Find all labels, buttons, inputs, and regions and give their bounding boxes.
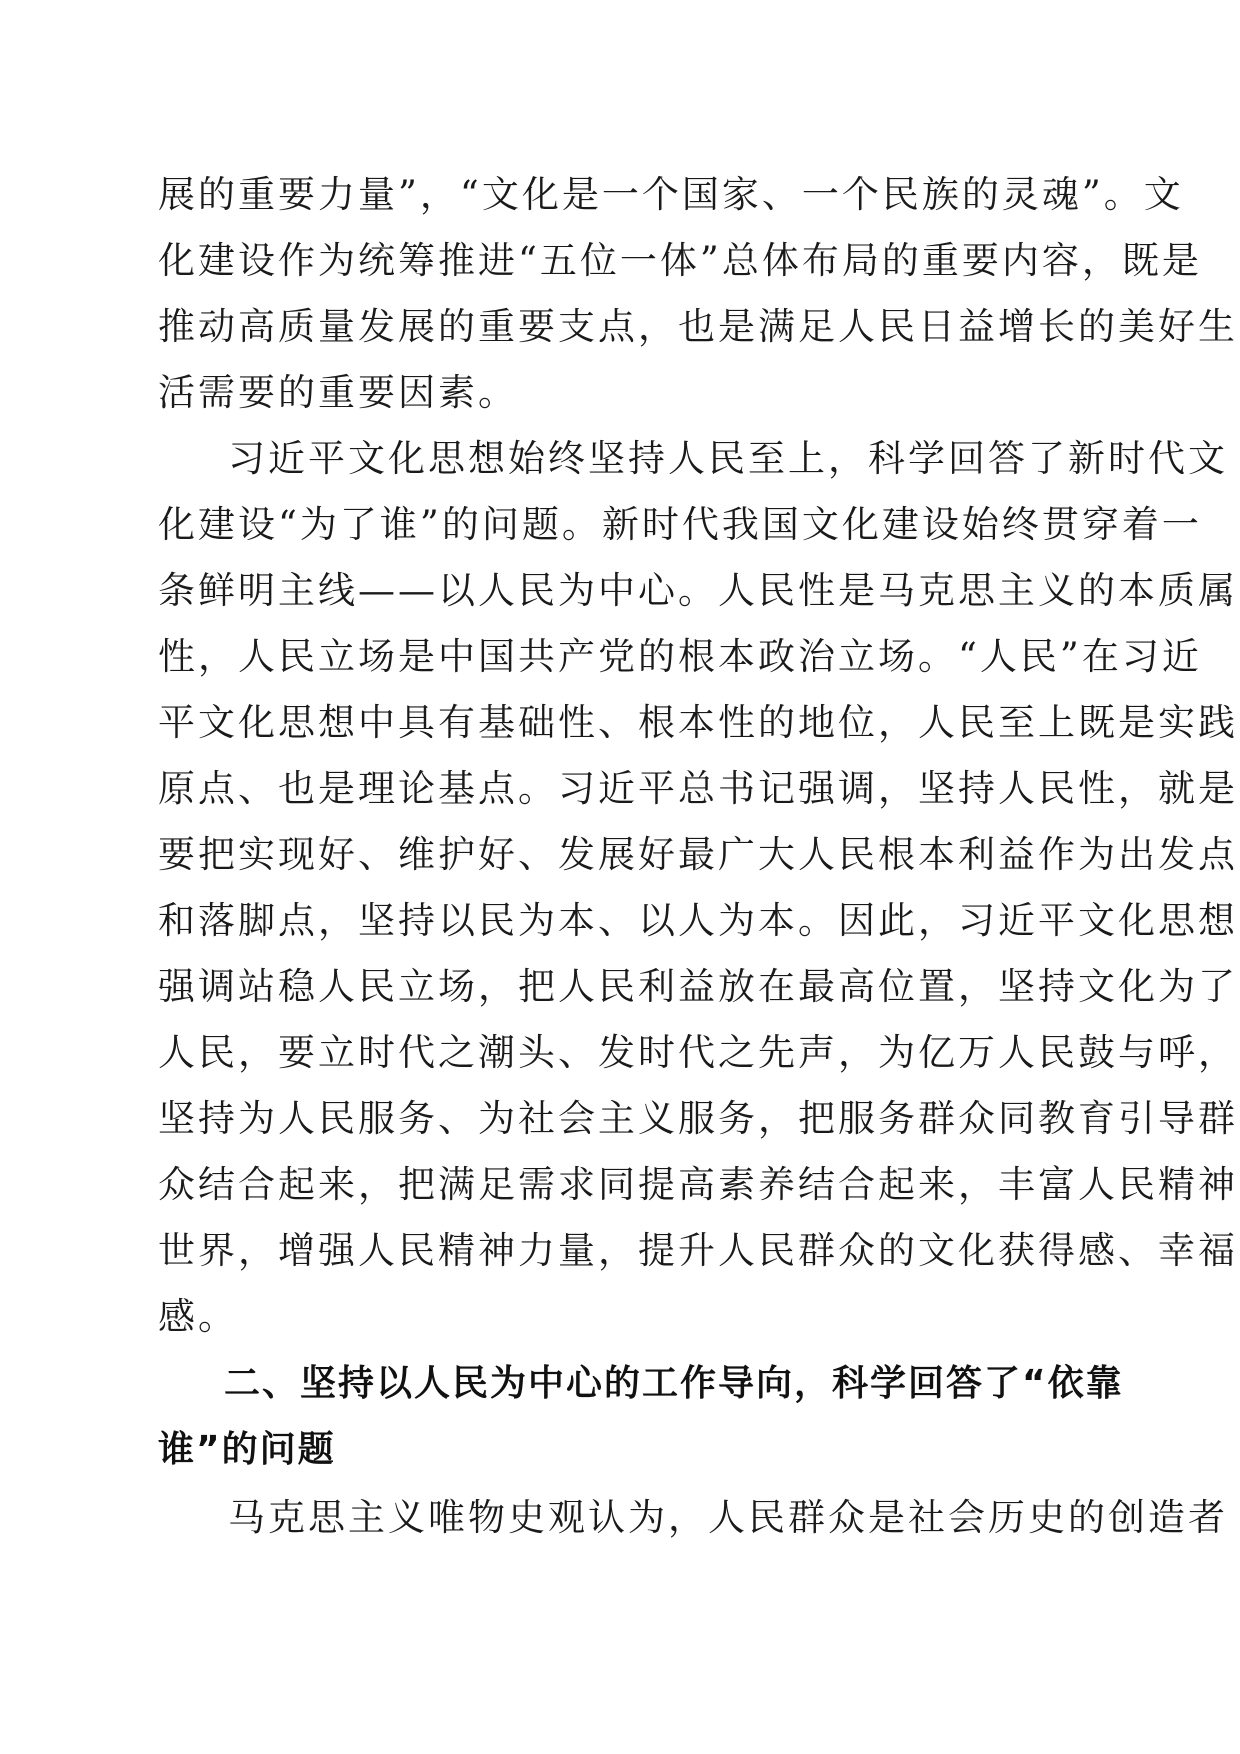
body-text-line: 众结合起来，把满足需求同提高素养结合起来，丰富人民精神 — [158, 1163, 1238, 1206]
body-text-line: 活需要的重要因素。 — [158, 371, 518, 414]
body-text-line: 条鲜明主线——以人民为中心。人民性是马克思主义的本质属 — [158, 569, 1238, 612]
body-text-line: 展的重要力量”，“文化是一个国家、一个民族的灵魂”。文 — [158, 173, 1184, 216]
body-text-line: 人民，要立时代之潮头、发时代之先声，为亿万人民鼓与呼， — [158, 1031, 1238, 1074]
body-text-line: 化建设“为了谁”的问题。新时代我国文化建设始终贯穿着一 — [158, 503, 1202, 546]
body-text-line: 原点、也是理论基点。习近平总书记强调，坚持人民性，就是 — [158, 767, 1238, 810]
body-text-line: 推动高质量发展的重要支点，也是满足人民日益增长的美好生 — [158, 305, 1238, 348]
body-text-line: 性，人民立场是中国共产党的根本政治立场。“人民”在习近 — [158, 635, 1202, 678]
body-text-line: 要把实现好、维护好、发展好最广大人民根本利益作为出发点 — [158, 833, 1238, 876]
paragraph-first-line: 习近平文化思想始终坚持人民至上，科学回答了新时代文 — [228, 437, 1228, 480]
section-heading: 二、坚持以人民为中心的工作导向，科学回答了“依靠 — [224, 1363, 1124, 1404]
section-heading-continuation: 谁”的问题 — [158, 1429, 336, 1470]
body-text-line: 坚持为人民服务、为社会主义服务，把服务群众同教育引导群 — [158, 1097, 1238, 1140]
body-text-line: 和落脚点，坚持以民为本、以人为本。因此，习近平文化思想 — [158, 899, 1238, 942]
body-text-line: 世界，增强人民精神力量，提升人民群众的文化获得感、幸福 — [158, 1229, 1238, 1272]
body-text-line: 强调站稳人民立场，把人民利益放在最高位置，坚持文化为了 — [158, 965, 1238, 1008]
body-text-line: 化建设作为统筹推进“五位一体”总体布局的重要内容，既是 — [158, 239, 1202, 282]
paragraph-first-line: 马克思主义唯物史观认为，人民群众是社会历史的创造者 — [228, 1496, 1228, 1539]
body-text-line: 平文化思想中具有基础性、根本性的地位，人民至上既是实践 — [158, 701, 1238, 744]
body-text-line: 感。 — [158, 1295, 238, 1338]
